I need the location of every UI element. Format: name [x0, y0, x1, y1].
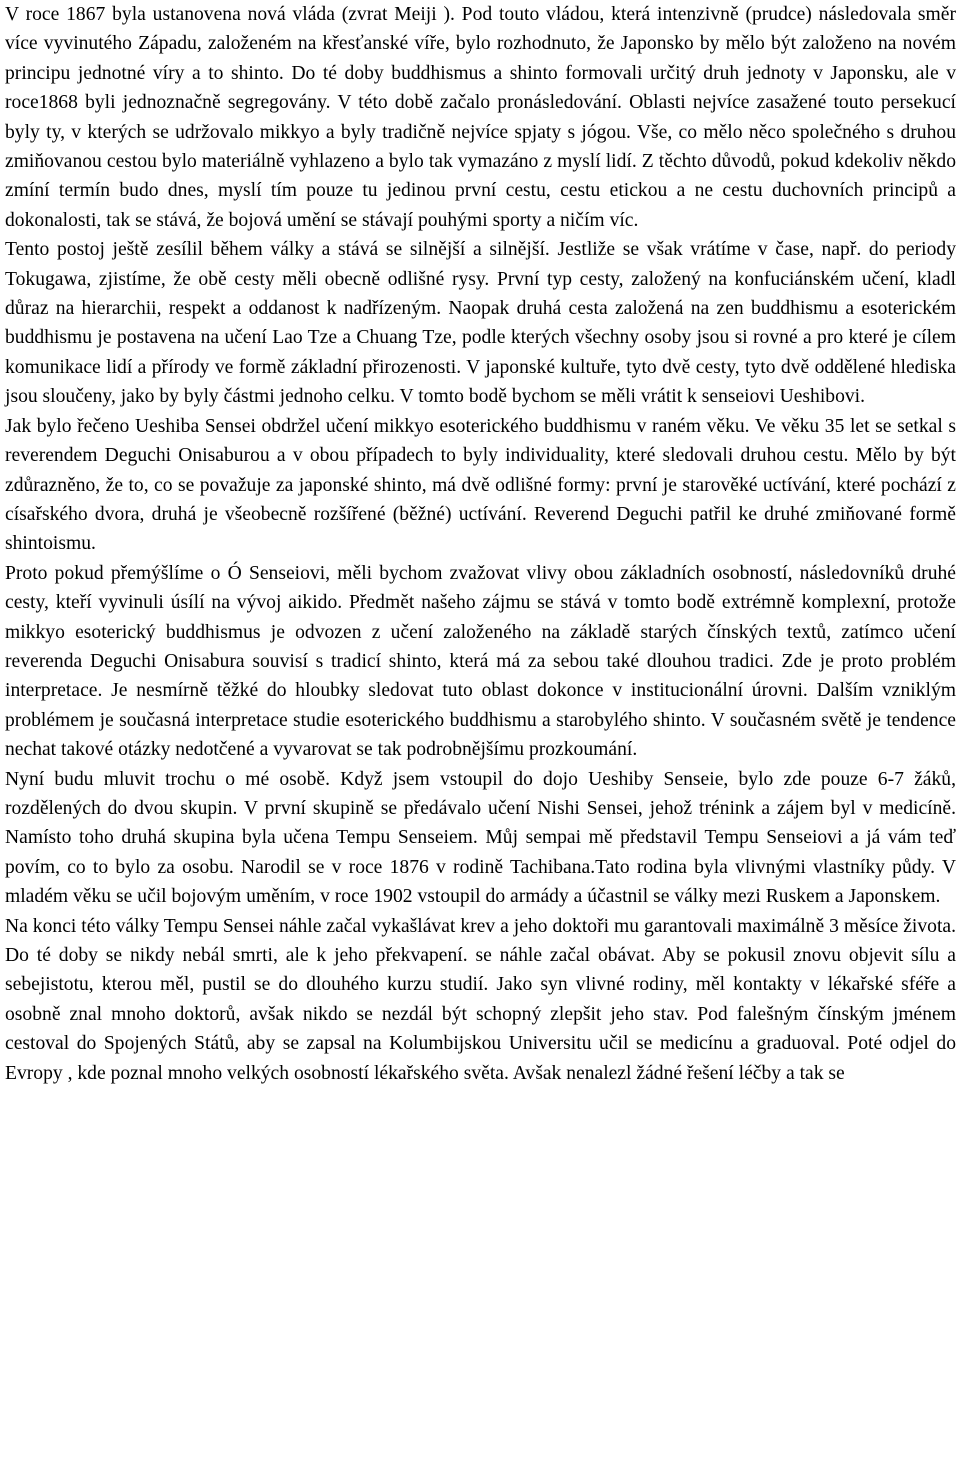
paragraph-personal-account: Nyní budu mluvit trochu o mé osobě. Když jsem vstoupil do dojo Ueshiby Senseie, bylo zde pouze 6-7 žáků, rozdělených do dvou skupin. V první skupině se předávalo učení Nishi Sensei, jehož trénink a zájem byl v medicíně. Namísto toho druhá skupina byla učena Tempu Senseiem. Můj sempai mě představil Tempu Senseiovi a já vám teď povím, co to bylo za osobu. Narodil se v roce 1876 v rodině Tachibana.Tato rodina byla vlivnými vlastníky půdy. V mladém věku se učil bojovým uměním, v roce 1902 vstoupil do armády a účastnil se války mezi Ruskem a Japonskem.: [5, 768, 956, 908]
paragraph-interpretation-problem: Proto pokud přemýšlíme o Ó Senseiovi, měli bychom zvažovat vlivy obou základních osobností, následovníků druhé cesty, kteří vyvinuli úsílí na vývoj aikido. Předmět našeho zájmu se stává v tomto bodě extrémně komplexní, protože mikkyo esoterický buddhismus je odvozen z učení založeného na základě starých čínských textů, zatímco učení reverenda Deguchi Onisabura souvisí s tradicí shinto, která má za sebou také dlouhou tradici. Zde je proto problém interpretace. Je nesmírně těžké do hloubky sledovat tuto oblast dokonce v institucionální úrovni. Dalším vzniklým problémem je současná interpretace studie esoterického buddhismu a starobylého shinto. V současném světě je tendence nechat takové otázky nedotčené a vyvarovat se tak podrobnějšímu prozkoumání.: [5, 562, 956, 761]
paragraph-meiji-restoration: V roce 1867 byla ustanovena nová vláda (zvrat Meiji ). Pod touto vládou, která intenzivně (prudce) následovala směr více vyvinutého Západu, založeném na křesťanské víře, bylo rozhodnuto, že Japonsko by mělo být založeno na novém principu jednotné víry a to shinto. Do té doby buddhismus a shinto formovali určitý druh jednoty v Japonsku, ale v roce1868 byli jednoznačně segregovány. V této době začalo pronásledování. Oblasti nejvíce zasažené touto persekucí byly ty, v kterých se udržovalo mikkyo a byly tradičně nejvíce spjaty s jógou. Vše, co mělo něco společného s druhou zmiňovanou cestou bylo materiálně vyhlazeno a bylo tak vymazáno z myslí lidí. Z těchto důvodů, pokud kdekoliv někdo zmíní termín budo dnes, myslí tím pouze tu jedinou první cestu, cestu etickou a ne cestu duchovních principů a dokonalosti, tak se stává, že bojová umění se stávají pouhými sporty a ničím víc.: [5, 4, 956, 231]
paragraph-ueshiba-early-teaching: Jak bylo řečeno Ueshiba Sensei obdržel učení mikkyo esoterického buddhismu v raném věku. Ve věku 35 let se setkal s reverendem Deguchi Onisaburou a v obou případech to byly individuality, které sledovali druhou cestu. Mělo by být zdůrazněno, že to, co se považuje za japonské shinto, má dvě odlišné formy: první je starověké uctívání, které pochází z císařského dvora, druhá je všeobecně rozšířené (běžné) uctívání. Reverend Deguchi patřil ke druhé zmiňované formě shintoismu.: [5, 415, 956, 555]
paragraph-tempu-sensei-illness: Na konci této války Tempu Sensei náhle začal vykašlávat krev a jeho doktoři mu garantovali maximálně 3 měsíce života. Do té doby se nikdy nebál smrti, ale k jeho překvapení. se náhle začal obávat. Aby se pokusil znovu objevit sílu a sebejistotu, kterou měl, pustil se do dlouhého kurzu studií. Jako syn vlivné rodiny, měl kontakty v lékařské sféře a osobně znal mnoho doktorů, avšak nikdo se nezdál být schopný zlepšit jeho stav. Pod falešným čínským jménem cestoval do Spojených Států, aby se zapsal na Kolumbijskou Universitu učil se medicínu a graduoval. Poté odjel do Evropy , kde poznal mnoho velkých osobností lékařského světa. Avšak nenalezl žádné řešení léčby a tak se: [5, 915, 956, 1084]
paragraph-two-paths: Tento postoj ještě zesílil během války a stává se silnější a silnější. Jestliže se však vrátíme v čase, např. do periody Tokugawa, zjistíme, že obě cesty měli obecně odlišné rysy. První typ cesty, založený na konfuciánském učení, kladl důraz na hierarchii, respekt a oddanost k nadřízeným. Naopak druhá cesta založená na zen buddhismu a esoterickém buddhismu je postavena na učení Lao Tze a Chuang Tze, podle kterých všechny osoby jsou si rovné a pro které je cílem komunikace lidí a přírody ve formě základní přirozenosti. V japonské kultuře, tyto dvě cesty, tyto dvě oddělené hlediska jsou sloučeny, jako by byly částmi jednoho celku. V tomto bodě bychom se měli vrátit k senseiovi Ueshibovi.: [5, 239, 956, 408]
